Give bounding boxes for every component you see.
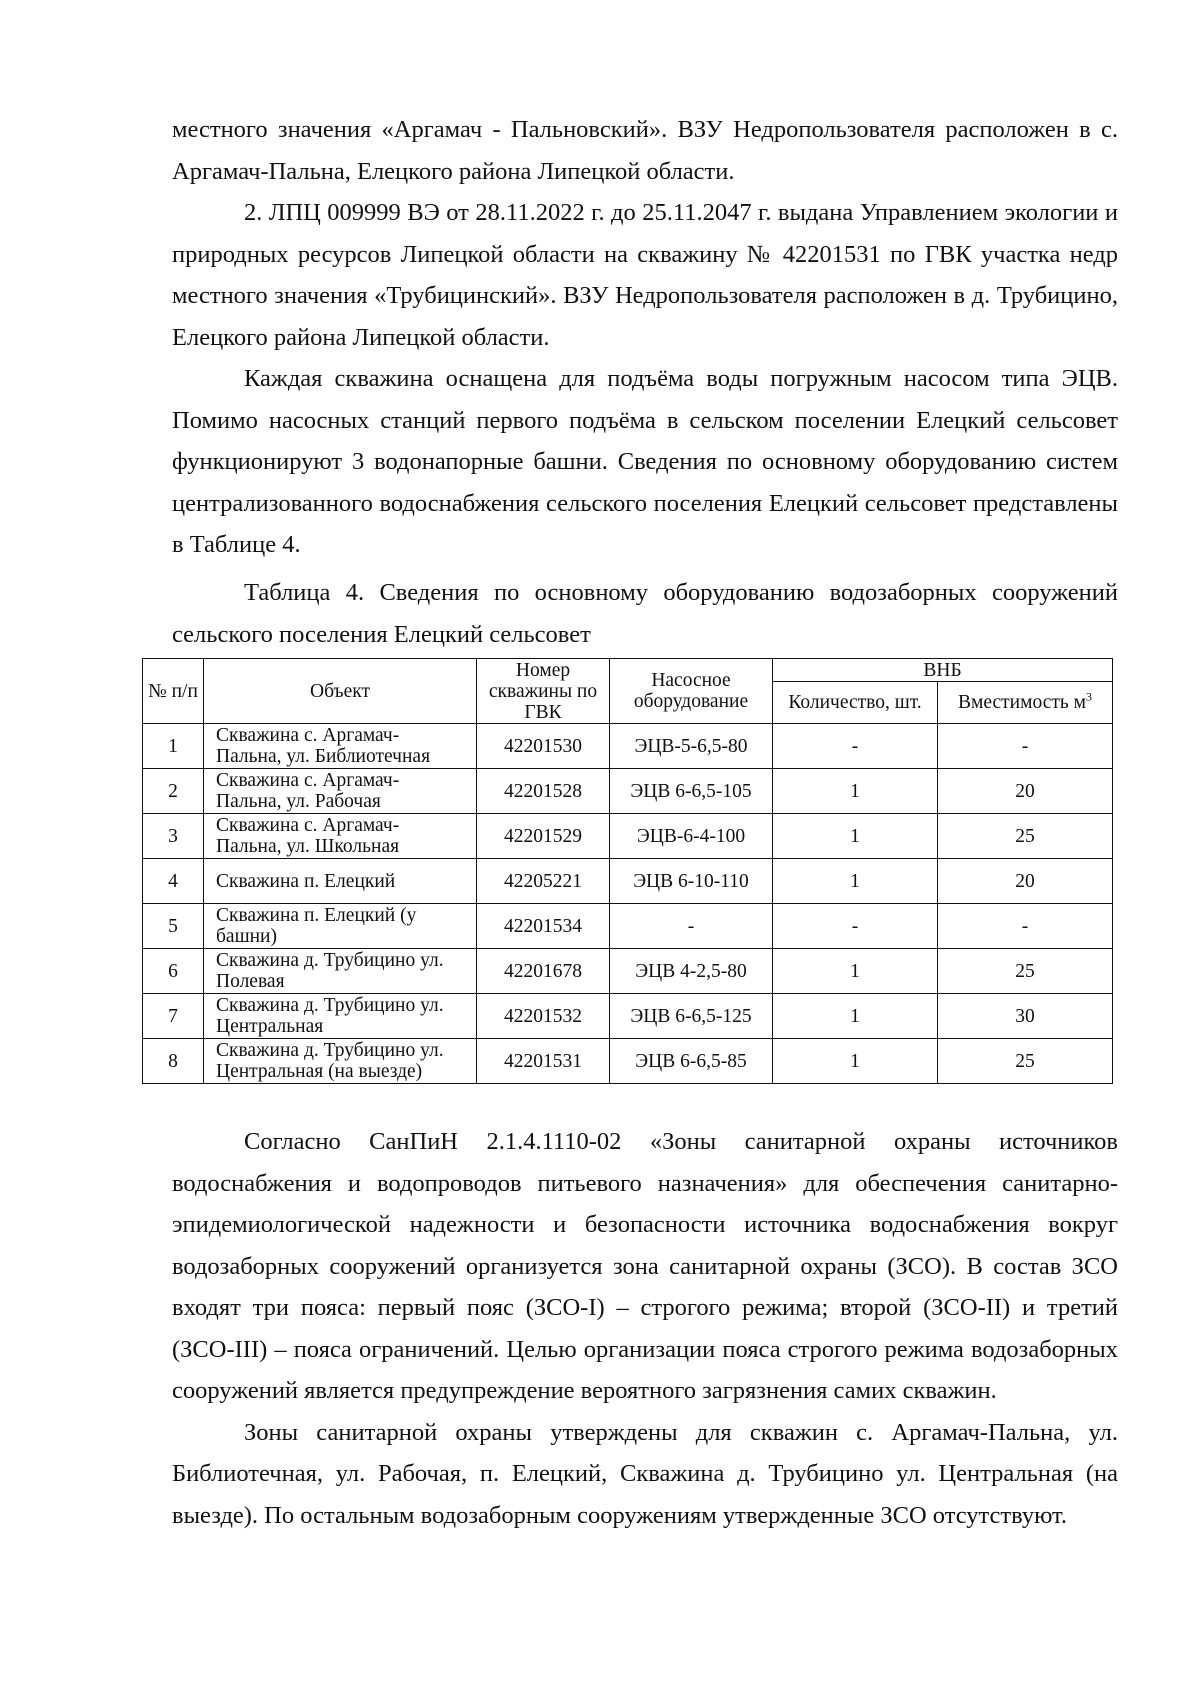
cell-num: 1 (143, 724, 204, 769)
cell-object-line2: башни) (216, 926, 277, 947)
cell-pump: ЭЦВ 6-10-110 (610, 859, 773, 904)
cell-pump: ЭЦВ 6-6,5-105 (610, 769, 773, 814)
cell-object-line2: Центральная (на выезде) (216, 1061, 423, 1082)
table-row (143, 769, 1113, 814)
cell-vnb-capacity: 25 (938, 814, 1113, 859)
cell-pump: ЭЦВ 4-2,5-80 (610, 949, 773, 994)
header-vnb: ВНБ (773, 659, 1113, 682)
cell-object-line1: Скважина п. Елецкий (216, 870, 396, 892)
equipment-table (142, 658, 1113, 1084)
cell-vnb-capacity: 20 (938, 769, 1113, 814)
cell-num: 6 (143, 949, 204, 994)
table-row (143, 724, 1113, 769)
table-caption: Таблица 4. Сведения по основному оборудованию водозаборных сооружений сельского поселения Елецкий сельсовет (172, 579, 1118, 648)
cell-well-number: 42201528 (477, 769, 610, 814)
paragraph-equipment-intro: Каждая скважина оснащена для подъёма воды погружным насосом типа ЭЦВ. Помимо насосных станций первого подъёма в сельском поселении Елецкий сельсовет функционируют 3 водонапорные башни. Сведения по основному оборудованию систем централизованного водоснабжения сельского поселения Елецкий сельсовет представлены в Таблице 4. (172, 365, 1118, 558)
cell-num: 7 (143, 994, 204, 1039)
cell-vnb-capacity: 30 (938, 994, 1113, 1039)
cell-pump: ЭЦВ 6-6,5-85 (610, 1039, 773, 1084)
header-vnb-count: Количество, шт. (773, 682, 938, 724)
cell-vnb-capacity: 25 (938, 1039, 1113, 1084)
header-pump: Насосное оборудование (610, 659, 773, 724)
cell-vnb-count: 1 (773, 994, 938, 1039)
paragraph-continuation: местного значения «Аргамач - Пальновский». ВЗУ Недропользователя расположен в с. Аргамач-Пальна, Елецкого района Липецкой области. (172, 116, 1118, 185)
cell-well-number: 42201678 (477, 949, 610, 994)
cell-well-number: 42201532 (477, 994, 610, 1039)
cell-well-number: 42201531 (477, 1039, 610, 1084)
cell-vnb-capacity: 25 (938, 949, 1113, 994)
table-caption-block (172, 572, 1118, 655)
header-vnb-capacity (938, 682, 1113, 724)
table-row (143, 814, 1113, 859)
header-num: № п/п (143, 659, 204, 724)
cell-well-number: 42201529 (477, 814, 610, 859)
cell-object-line2: Полевая (216, 971, 285, 992)
table-row (143, 949, 1113, 994)
cell-num: 2 (143, 769, 204, 814)
cell-object (204, 814, 477, 859)
cell-pump: ЭЦВ-6-4-100 (610, 814, 773, 859)
cell-object-line2: Пальна, ул. Библиотечная (216, 746, 431, 767)
cell-pump: ЭЦВ 6-6,5-125 (610, 994, 773, 1039)
cell-object-line1: Скважина д. Трубицино ул. (216, 995, 444, 1016)
top-paragraphs (172, 109, 1118, 566)
paragraph-license: 2. ЛПЦ 009999 ВЭ от 28.11.2022 г. до 25.11.2047 г. выдана Управлением экологии и природных ресурсов Липецкой области на скважину № 42201531 по ГВК участка недр местного значения «Трубицинский». ВЗУ Недропользователя расположен в д. Трубицино, Елецкого района Липецкой области. (172, 199, 1118, 351)
cell-object-line1: Скважина д. Трубицино ул. (216, 1040, 444, 1061)
cell-object-line1: Скважина с. Аргамач- (216, 815, 400, 836)
cell-object (204, 904, 477, 949)
cell-num: 4 (143, 859, 204, 904)
table-row (143, 904, 1113, 949)
cell-object (204, 724, 477, 769)
table-body (143, 724, 1113, 1084)
cell-object-line1: Скважина с. Аргамач- (216, 725, 400, 746)
table-row (143, 859, 1113, 904)
cell-object (204, 949, 477, 994)
cell-vnb-count: 1 (773, 814, 938, 859)
cell-vnb-capacity: - (938, 904, 1113, 949)
cell-object (204, 769, 477, 814)
table-row (143, 1039, 1113, 1084)
cell-object-line1: Скважина д. Трубицино ул. (216, 950, 444, 971)
header-well-number: Номер скважины по ГВК (477, 659, 610, 724)
header-vnb-capacity-label: Вместимость м (958, 692, 1086, 713)
cell-vnb-count: - (773, 724, 938, 769)
paragraph-sanpin: Согласно СанПиН 2.1.4.1110-02 «Зоны санитарной охраны источников водоснабжения и водопроводов питьевого назначения» для обеспечения санитарно-эпидемиологической надежности и безопасности источника водоснабжения вокруг водозаборных сооружений организуется зона санитарной охраны (ЗСО). В состав ЗСО входят три пояса: первый пояс (ЗСО-I) – строгого режима; второй (ЗСО-II) и третий (ЗСО-III) – пояса ограничений. Целью организации пояса строгого режима водозаборных сооружений является предупреждение вероятного загрязнения самих скважин. (172, 1128, 1118, 1404)
cell-vnb-count: 1 (773, 949, 938, 994)
cell-well-number: 42201534 (477, 904, 610, 949)
cell-num: 8 (143, 1039, 204, 1084)
cell-object (204, 994, 477, 1039)
table-row (143, 994, 1113, 1039)
cell-num: 3 (143, 814, 204, 859)
cell-vnb-capacity: 20 (938, 859, 1113, 904)
cell-object (204, 859, 477, 904)
bottom-paragraphs (172, 1121, 1118, 1536)
cell-vnb-capacity: - (938, 724, 1113, 769)
cell-object-line2: Пальна, ул. Школьная (216, 836, 400, 857)
cell-object-line2: Пальна, ул. Рабочая (216, 791, 381, 812)
header-object: Объект (204, 659, 477, 724)
cell-pump: ЭЦВ-5-6,5-80 (610, 724, 773, 769)
paragraph-zso-approved: Зоны санитарной охраны утверждены для скважин с. Аргамач-Пальна, ул. Библиотечная, ул. Рабочая, п. Елецкий, Скважина д. Трубицино ул. Центральная (на выезде). По остальным водозаборным сооружениям утвержденные ЗСО отсутствуют. (172, 1418, 1118, 1529)
cell-vnb-count: 1 (773, 1039, 938, 1084)
header-vnb-capacity-sup: 3 (1085, 689, 1092, 704)
table-header-row (143, 659, 1113, 682)
cell-vnb-count: 1 (773, 859, 938, 904)
cell-num: 5 (143, 904, 204, 949)
cell-object-line1: Скважина п. Елецкий (у (216, 905, 417, 926)
cell-object-line1: Скважина с. Аргамач- (216, 770, 400, 791)
cell-pump: - (610, 904, 773, 949)
cell-object-line2: Центральная (216, 1016, 324, 1037)
cell-object (204, 1039, 477, 1084)
cell-well-number: 42205221 (477, 859, 610, 904)
cell-vnb-count: 1 (773, 769, 938, 814)
cell-well-number: 42201530 (477, 724, 610, 769)
cell-vnb-count: - (773, 904, 938, 949)
